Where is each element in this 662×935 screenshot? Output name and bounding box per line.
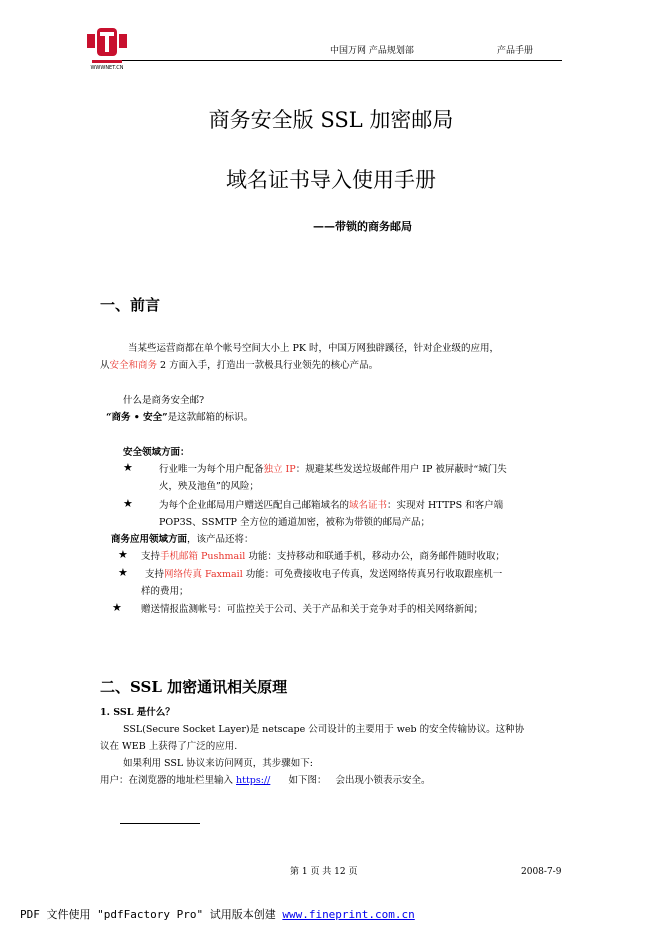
doc-title-line2: 域名证书导入使用手册 [226, 168, 436, 192]
security-item2 [159, 497, 503, 514]
security-item1-prefix: 行业唯一为每个用户配备 [159, 464, 264, 475]
header-doc-type: 产品手册 [497, 46, 534, 56]
intro-highlight: 安全和商务 [109, 360, 158, 371]
business-item1 [141, 548, 505, 565]
business-heading-line [111, 531, 254, 548]
https-link[interactable]: https:// [236, 775, 271, 786]
pdf-notice [20, 908, 415, 922]
intro-prefix: 从 [100, 360, 110, 371]
doc-subtitle: ——带锁的商务邮局 [313, 220, 412, 233]
question-line: 什么是商务安全邮? [123, 395, 205, 406]
ssl-para-line2: 议在 WEB 上获得了广泛的应用. [100, 741, 238, 752]
answer-bold: “商务 • 安全” [106, 412, 168, 423]
security-item1-line2: 火，殃及池鱼”的风险； [159, 481, 259, 492]
ssl-step-prefix: 用户：在浏览器的地址栏里输入 [100, 775, 237, 786]
security-item1-highlight: 独立 IP [263, 464, 296, 475]
header-department: 中国万网 产品规划部 [330, 46, 414, 56]
intro-line2 [100, 357, 378, 374]
ssl-steps-intro: 如果利用 SSL 协议来访问网页，其步骤如下: [123, 758, 313, 769]
company-logo [84, 24, 130, 74]
business-item2-prefix: 支持 [145, 569, 165, 580]
header-rule [122, 60, 562, 61]
pdf-notice-text: PDF 文件使用 "pdfFactory Pro" 试用版本创建 [20, 908, 283, 921]
business-heading: 商务应用领域方面 [111, 534, 188, 545]
page-number: 第 1 页 共 12 页 [290, 867, 358, 877]
business-heading-rest: ，该产品还将： [187, 534, 254, 545]
logo-text: WWWNET.CN [90, 65, 124, 71]
business-item1-suffix: 功能：支持移动和联通手机，移动办公，商务邮件随时收取； [245, 551, 505, 562]
star-bullet-icon: ★ [112, 601, 122, 614]
business-item2-line2: 样的费用； [141, 586, 189, 597]
business-item2-suffix: 功能：可免费接收电子传真，发送网络传真另行收取跟座机一 [242, 569, 503, 580]
fineprint-link[interactable]: www.fineprint.com.cn [282, 908, 415, 921]
ssl-question: 1. SSL 是什么？ [100, 707, 175, 718]
ssl-step-suffix: 如下图： 会出现小锁表示安全。 [270, 775, 431, 786]
business-item2-highlight: 网络传真 Faxmail [164, 569, 243, 580]
business-item3: 赠送情报监测帐号：可监控关于公司、关于产品和关于竞争对手的相关网络新闻； [141, 604, 484, 615]
star-bullet-icon: ★ [118, 566, 128, 579]
security-item2-highlight: 域名证书 [349, 500, 388, 511]
security-item2-line2: POP3S、SSMTP 全方位的通道加密，被称为带锁的邮局产品； [159, 517, 430, 528]
answer-rest: 是这款邮箱的标识。 [167, 412, 254, 423]
ssl-step-user [100, 772, 431, 789]
security-item1-suffix: ：规避某些发送垃圾邮件用户 IP 被屏蔽时“城门失 [295, 464, 507, 475]
business-item1-highlight: 手机邮箱 Pushmail [160, 551, 246, 562]
business-item1-prefix: 支持 [141, 551, 161, 562]
section1-heading: 一、前言 [100, 296, 161, 314]
star-bullet-icon: ★ [123, 461, 133, 474]
footnote-rule [120, 823, 200, 824]
intro-suffix: 2 方面入手，打造出一款极具行业领先的核心产品。 [157, 360, 379, 371]
security-item2-suffix: ：实现对 HTTPS 和客户端 [387, 500, 504, 511]
answer-line [106, 409, 253, 426]
ssl-para-line1: SSL(Secure Socket Layer)是 netscape 公司设计的主要用于 web 的安全传输协议。这种协 [123, 724, 525, 735]
section2-heading: 二、SSL 加密通讯相关原理 [100, 678, 288, 696]
security-heading: 安全领域方面： [123, 447, 190, 458]
intro-line1: 当某些运营商都在单个帐号空间大小上 PK 时，中国万网独辟蹊径，针对企业级的应用， [128, 343, 500, 354]
business-item2 [145, 566, 502, 583]
star-bullet-icon: ★ [123, 497, 133, 510]
doc-title: 商务安全版 SSL 加密邮局 [208, 108, 454, 132]
doc-date: 2008-7-9 [521, 867, 562, 877]
security-item1 [159, 461, 507, 478]
star-bullet-icon: ★ [118, 548, 128, 561]
security-item2-prefix: 为每个企业邮局用户赠送匹配自己邮箱域名的 [159, 500, 350, 511]
